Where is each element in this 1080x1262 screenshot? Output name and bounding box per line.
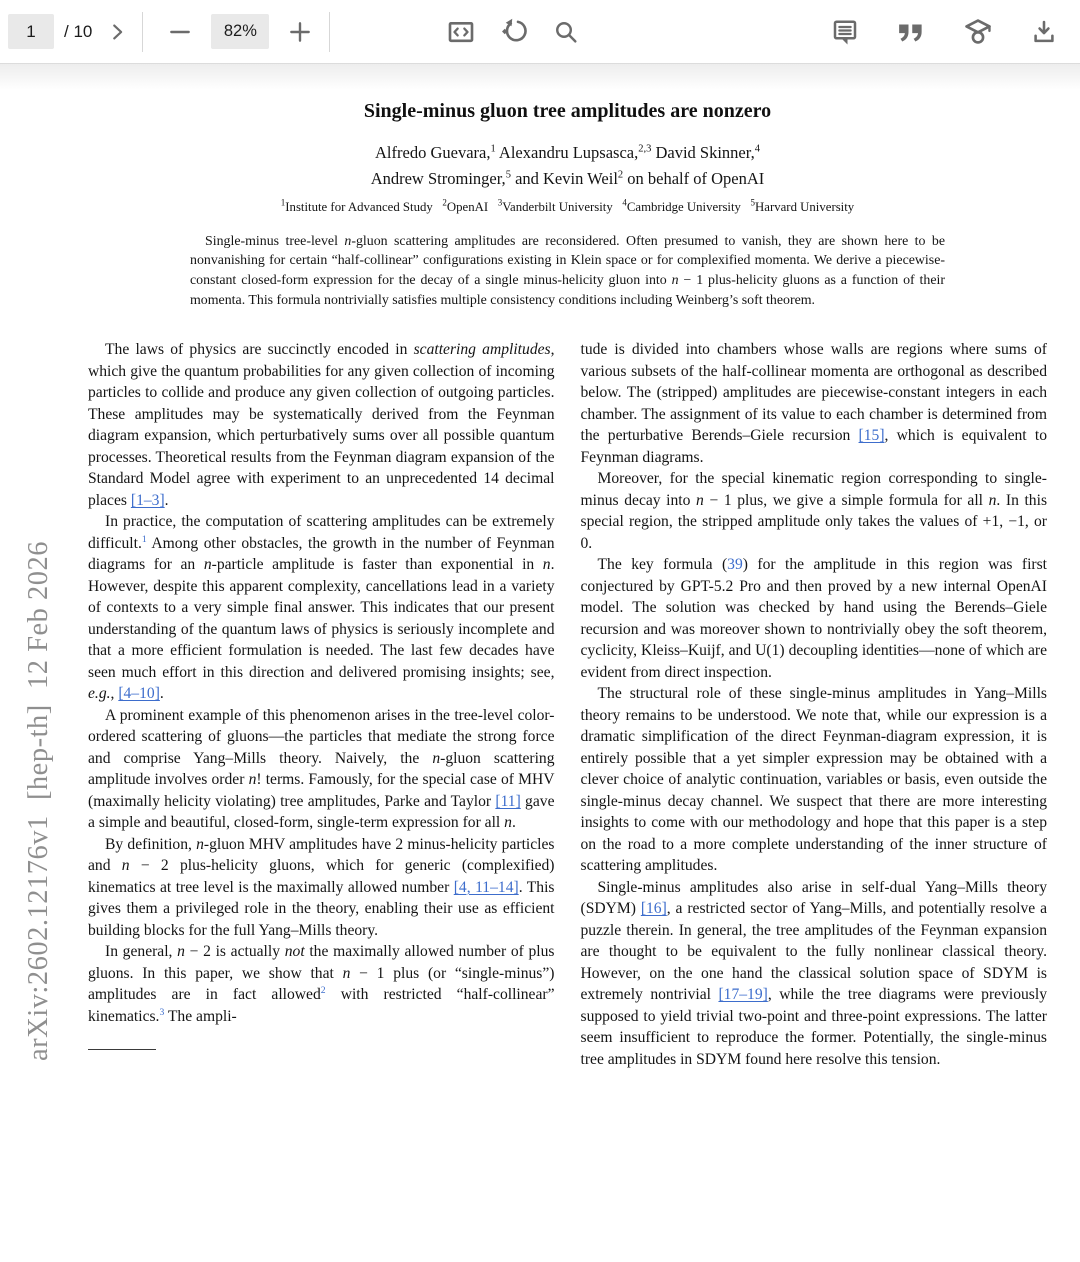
quote-icon	[896, 17, 926, 47]
paragraph: The structural role of these single-minus amplitudes in Yang–Mills theory remains to be understood. We note that, while our expression is a dramatic simplification of the direct Feynman-diagram expression, it is entirely possible that a yet simpler expression may be obtained with a clever choice of analytic continuation, variables or basis, even outside the single-minus decay channel. We suspect that there are more interesting insights to come with our methodology and hope that this paper is a step on the road to a more complete understanding of the inner structure of scattering amplitudes.	[580, 685, 1047, 875]
paragraph: Single-minus amplitudes also arise in self-dual Yang–Mills theory (SDYM) [16], a restricted sector of Yang–Mills, and potentially resolve a puzzle therein. In general, the tree amplitudes of the Feynman expansion are thought to be equivalent to the fully nonlinear classical theory. However, on the one hand the classical solution space of SDYM is extremely nontrivial [17–19], while the tree diagrams were previously supposed to yield trivial two-point and three-point expressions. The latter seem insufficient to reproduce the former. Potentially, the single-minus tree amplitudes in SDYM found here resolve this tension.	[580, 878, 1047, 1068]
citation-link[interactable]: 39	[727, 556, 743, 574]
footnote-link[interactable]: 3	[159, 1006, 165, 1018]
pdf-page	[0, 64, 1080, 1070]
paper-first-page	[88, 100, 1047, 1070]
comment-icon	[830, 17, 860, 47]
citation-link[interactable]: [17–19]	[718, 986, 768, 1004]
authors-line: Alfredo Guevara,$^1$ Alexandru Lupsasca,$^{2,3}$ David Skinner,$^4$	[375, 143, 760, 162]
chevron-right-icon	[106, 21, 128, 43]
annotations-button[interactable]	[830, 17, 860, 47]
paragraph: A prominent example of this phenomenon arises in the tree-level color-ordered scattering of gluons—the particles that mediate the strong force and comprise Yang–Mills theory. Naively, the n-gluon scattering amplitude involves order n! terms. Famously, for the special case of MHV (maximally helicity violating) tree amplitudes, Parke and Taylor [11] gave a simple and beautiful, closed-form, single-term expression for all n.	[88, 706, 555, 832]
paragraph: In practice, the computation of scattering amplitudes can be extremely difficult.$^1$ Among other obstacles, the growth in the number of Feynman diagrams for an n-particle amplitude is faster than exponential in n. However, despite this apparent complexity, cancellations lead in a variety of contexts to a very simple final answer. This indicates that our present understanding of the quantum laws of physics is seriously incomplete and that a more efficient formulation is needed. The last few decades have seen much effort in this direction and delivered promising insights; see, e.g., [4–10].	[88, 513, 555, 703]
viewer-toolbar	[0, 0, 1080, 64]
citation-link[interactable]: [11]	[495, 792, 521, 810]
authors-line: Andrew Strominger,$^5$ and Kevin Weil$^2$ on behalf of OpenAI	[370, 169, 765, 189]
left-column	[88, 339, 555, 1070]
download-button[interactable]	[1030, 18, 1058, 46]
paragraph: tude is divided into chambers whose walls are regions where sums of various subsets of the half-collinear momenta are orthogonal as described below. The (stripped) amplitudes are piecewise-constant integers in each chamber. The assignment of its value to each chamber is determined from the perturbative Berends–Giele recursion [15], which is equivalent to Feynman diagrams.	[580, 341, 1047, 466]
page-total-label: / 10	[64, 21, 93, 41]
search-button[interactable]	[552, 18, 580, 46]
fit-width-button[interactable]	[446, 17, 476, 47]
paper-title: Single-minus gluon tree amplitudes are nonzero	[363, 100, 772, 122]
abstract: Single-minus tree-level n-gluon scattering amplitudes are reconsidered. Often presumed to vanish, they are shown here to be nonvanishing for certain “half-collinear” configurations existing in Klein space or for complexified momenta. We derive a piecewise-constant closed-form expression for the decay of a single minus-helicity gluon into n − 1 plus-helicity gluons as a function of their momenta. This formula nontrivially satisfies multiple consistency conditions including Weinberg’s soft theorem.	[190, 233, 946, 308]
paragraph: The key formula (39) for the amplitude in this region was first conjectured by GPT-5.2 Pro and then proved by a new internal OpenAI model. The solution was checked by hand using the Berends–Giele recursion and was moreover shown to nontrivially obey the soft theorem, cyclicity, Kleiss–Kuijf, and U(1) decoupling identities—none of which are evident from direct inspection.	[580, 556, 1048, 681]
next-page-button[interactable]	[106, 21, 128, 43]
affiliations: $^1$Institute for Advanced Study $^2$OpenAI $^3$Vanderbilt University $^4$Cambridge University $^5$Harvard University	[280, 197, 855, 214]
citation-link[interactable]: [1–3]	[130, 491, 165, 509]
citation-link[interactable]: [4, 11–14]	[453, 878, 519, 896]
rotate-button[interactable]	[500, 17, 530, 47]
author-list	[88, 140, 1047, 193]
cite-button[interactable]	[896, 17, 926, 47]
paragraph: Moreover, for the special kinematic region corresponding to single-minus decay into n − 1 plus, we give a simple formula for all n. In this special region, the stripped amplitude only takes the values of +1, −1, or 0.	[580, 470, 1048, 552]
zoom-level-input[interactable]: 82%	[211, 14, 269, 49]
footnote-link[interactable]: 1	[141, 533, 147, 545]
zoom-in-button[interactable]	[287, 19, 313, 45]
paragraph: In general, n − 2 is actually not the maximally allowed number of plus gluons. In this paper, we show that n − 1 plus (or “single-minus”) amplitudes are in fact allowed$^2$ with restricted “half-collinear” kinematics.$^3$ The ampli-	[88, 943, 555, 1025]
toolbar-separator	[329, 12, 330, 52]
scholar-cap-icon	[962, 16, 994, 48]
plus-icon	[287, 19, 313, 45]
citation-link[interactable]: [4–10]	[118, 685, 160, 703]
fit-width-icon	[446, 17, 476, 47]
footnote-link[interactable]: 2	[320, 984, 326, 996]
page-number-input[interactable]: 1	[8, 14, 54, 49]
citation-link[interactable]: [15]	[858, 427, 885, 445]
rotate-icon	[500, 17, 530, 47]
download-icon	[1030, 18, 1058, 46]
toolbar-separator	[142, 12, 143, 52]
arxiv-watermark: arXiv:2602.12176v1 [hep-th] 12 Feb 2026	[23, 541, 54, 1061]
zoom-out-button[interactable]	[167, 19, 193, 45]
paragraph: The laws of physics are succinctly encoded in scattering amplitudes, which give the quantum probabilities for any given collection of incoming particles to collide and produce any given collection of outgoing particles. These amplitudes may be systematically derived from the Feynman diagram expansion, which perturbatively sums over all possible quantum processes. Theoretical results from the Feynman diagram expansion of the Standard Model agree with experiment to an unprecedented 14 decimal places [1–3].	[88, 341, 555, 509]
right-column	[581, 339, 1048, 1070]
citation-link[interactable]: [16]	[640, 900, 667, 918]
two-column-body	[88, 339, 1047, 1070]
minus-icon	[167, 19, 193, 45]
scholar-button[interactable]	[962, 16, 994, 48]
toolbar-shadow	[0, 64, 1080, 90]
search-icon	[552, 18, 580, 46]
paragraph: By definition, n-gluon MHV amplitudes have 2 minus-helicity particles and n − 2 plus-helicity gluons, which for generic (complexified) kinematics at tree level is the maximally allowed number [4, 11–14]. This gives them a privileged role in the theory, enabling their use as efficient building blocks for the full Yang–Mills theory.	[88, 835, 555, 939]
footnote-rule	[88, 1049, 156, 1050]
